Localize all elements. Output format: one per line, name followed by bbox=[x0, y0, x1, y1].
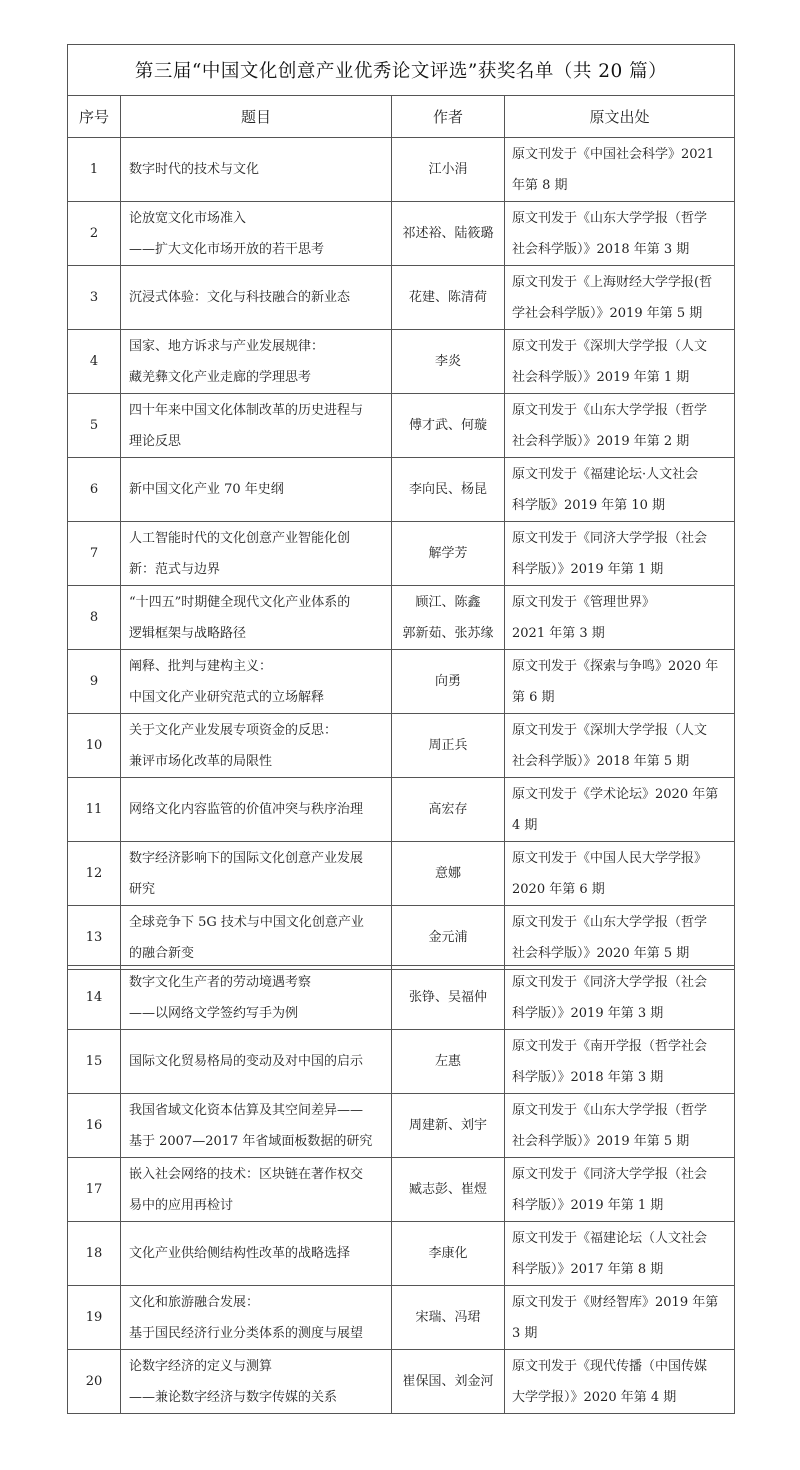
row-authors bbox=[392, 1030, 505, 1094]
table-row bbox=[68, 138, 735, 202]
row-title-line: 逻辑框架与战略路径 bbox=[129, 625, 247, 641]
row-source-line: 科学版）》2018 年第 3 期 bbox=[512, 1069, 664, 1085]
row-number: 15 bbox=[68, 1030, 121, 1094]
row-source bbox=[505, 138, 735, 202]
row-source-line: 社会科学版）》2018 年第 3 期 bbox=[512, 241, 690, 257]
row-title-line: 兼评市场化改革的局限性 bbox=[129, 753, 273, 769]
row-title-line: 研究 bbox=[129, 881, 156, 897]
row-source-line: 社会科学版）》2019 年第 5 期 bbox=[512, 1133, 690, 1149]
row-authors bbox=[392, 138, 505, 202]
table-row bbox=[68, 714, 735, 778]
table-row bbox=[68, 1158, 735, 1222]
row-number: 16 bbox=[68, 1094, 121, 1158]
row-authors bbox=[392, 202, 505, 266]
table-row bbox=[68, 650, 735, 714]
row-authors-line: 李康化 bbox=[428, 1246, 468, 1261]
row-title-line: “十四五”时期健全现代文化产业体系的 bbox=[129, 594, 351, 610]
row-authors bbox=[392, 394, 505, 458]
table-row bbox=[68, 330, 735, 394]
row-authors bbox=[392, 1350, 505, 1414]
row-authors bbox=[392, 522, 505, 586]
row-title-line: 新：范式与边界 bbox=[129, 561, 221, 577]
row-authors bbox=[392, 1158, 505, 1222]
row-authors bbox=[392, 1222, 505, 1286]
row-source-line: 原文刊发于《同济大学学报（社会 bbox=[512, 1166, 708, 1182]
row-source-line: 原文刊发于《探索与争鸣》2020 年 bbox=[512, 658, 719, 674]
row-title-line: 的融合新变 bbox=[129, 945, 195, 961]
table-row bbox=[68, 842, 735, 906]
row-title bbox=[121, 906, 392, 970]
row-title bbox=[121, 1158, 392, 1222]
table-title: 第三届“中国文化创意产业优秀论文评选”获奖名单（共 20 篇） bbox=[68, 45, 735, 96]
row-title-line: 文化和旅游融合发展： bbox=[129, 1294, 260, 1310]
row-source-line: 科学版）》2019 年第 1 期 bbox=[512, 1197, 664, 1213]
row-source-line: 社会科学版）》2019 年第 2 期 bbox=[512, 433, 690, 449]
row-title bbox=[121, 266, 392, 330]
table-row bbox=[68, 202, 735, 266]
row-source-line: 科学版》2019 年第 10 期 bbox=[512, 497, 666, 513]
row-authors bbox=[392, 966, 505, 1030]
row-title-line: 四十年来中国文化体制改革的历史进程与 bbox=[129, 402, 364, 418]
row-authors bbox=[392, 842, 505, 906]
row-title-line: 国际文化贸易格局的变动及对中国的启示 bbox=[129, 1054, 364, 1069]
row-authors bbox=[392, 650, 505, 714]
header-authors: 作者 bbox=[392, 96, 505, 138]
row-number: 20 bbox=[68, 1350, 121, 1414]
row-source-line: 原文刊发于《福建论坛·人文社会 bbox=[512, 466, 699, 482]
row-number: 17 bbox=[68, 1158, 121, 1222]
row-source-line: 科学版）》2017 年第 8 期 bbox=[512, 1261, 664, 1277]
table-row bbox=[68, 778, 735, 842]
table-row bbox=[68, 966, 735, 1030]
row-title-line: 人工智能时代的文化创意产业智能化创 bbox=[129, 530, 351, 546]
row-source bbox=[505, 650, 735, 714]
row-source bbox=[505, 1350, 735, 1414]
row-source-line: 2021 年第 3 期 bbox=[512, 625, 605, 641]
row-source-line: 原文刊发于《深圳大学学报（人文 bbox=[512, 722, 708, 738]
row-number: 8 bbox=[68, 586, 121, 650]
header-row bbox=[68, 96, 735, 138]
table-row bbox=[68, 1350, 735, 1414]
row-authors-line: 意娜 bbox=[434, 866, 461, 881]
row-source bbox=[505, 1158, 735, 1222]
row-authors-line: 张铮、吴福仲 bbox=[408, 990, 487, 1005]
table-row bbox=[68, 522, 735, 586]
row-source bbox=[505, 330, 735, 394]
row-source-line: 学社会科学版）》2019 年第 5 期 bbox=[512, 305, 703, 321]
row-authors-line: 解学芳 bbox=[428, 546, 468, 561]
row-source-line: 原文刊发于《山东大学学报（哲学 bbox=[512, 402, 708, 418]
row-source-line: 2020 年第 6 期 bbox=[512, 881, 605, 897]
row-title bbox=[121, 714, 392, 778]
row-authors-line: 花建、陈清荷 bbox=[408, 290, 487, 305]
row-authors-line: 崔保国、刘金河 bbox=[402, 1374, 494, 1389]
table-row bbox=[68, 1222, 735, 1286]
row-source-line: 原文刊发于《学术论坛》2020 年第 bbox=[512, 786, 719, 802]
table-row bbox=[68, 458, 735, 522]
row-title bbox=[121, 1286, 392, 1350]
row-source-line: 3 期 bbox=[512, 1325, 538, 1341]
row-source bbox=[505, 966, 735, 1030]
row-source-line: 社会科学版）》2018 年第 5 期 bbox=[512, 753, 690, 769]
row-source bbox=[505, 906, 735, 970]
row-source-line: 原文刊发于《南开学报（哲学社会 bbox=[512, 1038, 708, 1054]
row-source-line: 原文刊发于《中国社会科学》2021 bbox=[512, 146, 715, 162]
row-number: 9 bbox=[68, 650, 121, 714]
row-authors-line: 左惠 bbox=[434, 1054, 461, 1069]
row-source bbox=[505, 714, 735, 778]
row-title-line: 数字时代的技术与文化 bbox=[129, 162, 260, 177]
row-source bbox=[505, 458, 735, 522]
row-number: 4 bbox=[68, 330, 121, 394]
row-number: 6 bbox=[68, 458, 121, 522]
row-title bbox=[121, 1350, 392, 1414]
row-title-line: 关于文化产业发展专项资金的反思： bbox=[129, 722, 338, 738]
row-title-line: 网络文化内容监管的价值冲突与秩序治理 bbox=[129, 802, 364, 817]
row-source-line: 第 6 期 bbox=[512, 689, 555, 705]
row-number: 10 bbox=[68, 714, 121, 778]
row-source bbox=[505, 586, 735, 650]
row-source-line: 科学版）》2019 年第 1 期 bbox=[512, 561, 664, 577]
row-title-line: 论数字经济的定义与测算 bbox=[129, 1358, 273, 1374]
row-authors-line: 臧志彭、崔煜 bbox=[408, 1182, 487, 1197]
table-row bbox=[68, 1286, 735, 1350]
row-source-line: 原文刊发于《上海财经大学学报(哲 bbox=[512, 274, 713, 290]
table-row bbox=[68, 266, 735, 330]
row-authors-line: 郭新茹、张苏缘 bbox=[402, 625, 494, 641]
row-title-line: 国家、地方诉求与产业发展规律： bbox=[129, 338, 325, 354]
row-source-line: 社会科学版）》2019 年第 1 期 bbox=[512, 369, 690, 385]
row-source-line: 原文刊发于《同济大学学报（社会 bbox=[512, 530, 708, 546]
row-authors-line: 顾江、陈鑫 bbox=[415, 594, 481, 610]
row-source bbox=[505, 1222, 735, 1286]
header-source: 原文出处 bbox=[505, 96, 735, 138]
row-authors bbox=[392, 1094, 505, 1158]
row-authors bbox=[392, 586, 505, 650]
row-title-line: 嵌入社会网络的技术：区块链在著作权交 bbox=[129, 1166, 364, 1182]
row-number: 7 bbox=[68, 522, 121, 586]
row-title-line: 数字经济影响下的国际文化创意产业发展 bbox=[129, 850, 364, 866]
row-source bbox=[505, 778, 735, 842]
table-row bbox=[68, 906, 735, 970]
row-title bbox=[121, 394, 392, 458]
row-source-line: 原文刊发于《山东大学学报（哲学 bbox=[512, 210, 708, 226]
row-authors-line: 李向民、杨昆 bbox=[408, 482, 487, 497]
row-source bbox=[505, 1286, 735, 1350]
row-source bbox=[505, 394, 735, 458]
header-title: 题目 bbox=[121, 96, 392, 138]
row-source-line: 原文刊发于《现代传播（中国传媒 bbox=[512, 1358, 708, 1374]
row-title-line: 论放宽文化市场准入 bbox=[129, 210, 247, 226]
row-source-line: 原文刊发于《中国人民大学学报》 bbox=[512, 850, 708, 866]
row-title-line: 易中的应用再检讨 bbox=[129, 1197, 234, 1213]
row-title bbox=[121, 330, 392, 394]
row-title bbox=[121, 842, 392, 906]
row-number: 14 bbox=[68, 966, 121, 1030]
table-row bbox=[68, 394, 735, 458]
table-body-1 bbox=[68, 138, 735, 970]
header-number: 序号 bbox=[68, 96, 121, 138]
row-number: 2 bbox=[68, 202, 121, 266]
row-title bbox=[121, 522, 392, 586]
row-number: 3 bbox=[68, 266, 121, 330]
row-authors bbox=[392, 266, 505, 330]
row-source bbox=[505, 522, 735, 586]
row-title-line: 基于国民经济行业分类体系的测度与展望 bbox=[129, 1325, 364, 1341]
row-source bbox=[505, 202, 735, 266]
row-title-line: 理论反思 bbox=[129, 433, 182, 449]
row-source-line: 社会科学版）》2020 年第 5 期 bbox=[512, 945, 690, 961]
row-source-line: 原文刊发于《同济大学学报（社会 bbox=[512, 974, 708, 990]
row-authors-line: 向勇 bbox=[434, 674, 461, 689]
row-authors-line: 周正兵 bbox=[428, 738, 468, 753]
row-title-line: 数字文化生产者的劳动境遇考察 bbox=[129, 974, 312, 990]
row-authors-line: 江小涓 bbox=[428, 162, 468, 177]
row-authors-line: 高宏存 bbox=[428, 802, 468, 817]
row-authors bbox=[392, 778, 505, 842]
row-title bbox=[121, 1222, 392, 1286]
table-row bbox=[68, 1030, 735, 1094]
row-source bbox=[505, 266, 735, 330]
row-title-line: 基于 2007—2017 年省域面板数据的研究 bbox=[129, 1133, 373, 1149]
row-title-line: ——扩大文化市场开放的若干思考 bbox=[129, 241, 325, 257]
row-authors-line: 李炎 bbox=[434, 354, 461, 369]
row-source-line: 原文刊发于《山东大学学报（哲学 bbox=[512, 1102, 708, 1118]
row-source-line: 科学版）》2019 年第 3 期 bbox=[512, 1005, 664, 1021]
row-title-line: ——兼论数字经济与数字传媒的关系 bbox=[129, 1389, 338, 1405]
row-title-line: 中国文化产业研究范式的立场解释 bbox=[129, 689, 325, 705]
row-authors-line: 祁述裕、陆筱璐 bbox=[402, 226, 494, 241]
row-source-line: 大学学报）》2020 年第 4 期 bbox=[512, 1389, 677, 1405]
row-source-line: 原文刊发于《深圳大学学报（人文 bbox=[512, 338, 708, 354]
row-number: 18 bbox=[68, 1222, 121, 1286]
row-authors-line: 宋瑞、冯珺 bbox=[415, 1310, 481, 1325]
row-title bbox=[121, 138, 392, 202]
row-title-line: 全球竞争下 5G 技术与中国文化创意产业 bbox=[129, 914, 364, 930]
awards-table-part-2 bbox=[67, 965, 735, 1414]
row-title-line: 新中国文化产业 70 年史纲 bbox=[129, 482, 284, 497]
row-source-line: 原文刊发于《财经智库》2019 年第 bbox=[512, 1294, 719, 1310]
row-title bbox=[121, 1094, 392, 1158]
table-row bbox=[68, 1094, 735, 1158]
row-source bbox=[505, 842, 735, 906]
row-title-line: 阐释、批判与建构主义： bbox=[129, 658, 273, 674]
row-title bbox=[121, 458, 392, 522]
row-source bbox=[505, 1094, 735, 1158]
row-number: 13 bbox=[68, 906, 121, 970]
row-title-line: 沉浸式体验：文化与科技融合的新业态 bbox=[129, 290, 351, 305]
row-source-line: 4 期 bbox=[512, 817, 538, 833]
row-authors-line: 金元浦 bbox=[428, 930, 468, 945]
row-source-line: 原文刊发于《管理世界》 bbox=[512, 594, 656, 610]
row-source-line: 原文刊发于《福建论坛（人文社会 bbox=[512, 1230, 708, 1246]
awards-table-part-1 bbox=[67, 44, 735, 970]
row-title bbox=[121, 966, 392, 1030]
table-row bbox=[68, 586, 735, 650]
row-source-line: 原文刊发于《山东大学学报（哲学 bbox=[512, 914, 708, 930]
row-title-line: 藏羌彝文化产业走廊的学理思考 bbox=[129, 369, 312, 385]
row-title-line: ——以网络文学签约写手为例 bbox=[129, 1005, 299, 1021]
row-authors-line: 傅才武、何璇 bbox=[408, 418, 487, 433]
row-title bbox=[121, 202, 392, 266]
row-number: 11 bbox=[68, 778, 121, 842]
row-authors bbox=[392, 906, 505, 970]
row-title-line: 文化产业供给侧结构性改革的战略选择 bbox=[129, 1246, 351, 1261]
row-authors-line: 周建新、刘宇 bbox=[408, 1118, 487, 1133]
row-number: 1 bbox=[68, 138, 121, 202]
row-authors bbox=[392, 714, 505, 778]
row-authors bbox=[392, 458, 505, 522]
row-title bbox=[121, 586, 392, 650]
row-number: 5 bbox=[68, 394, 121, 458]
row-number: 12 bbox=[68, 842, 121, 906]
row-title bbox=[121, 650, 392, 714]
row-number: 19 bbox=[68, 1286, 121, 1350]
row-authors bbox=[392, 330, 505, 394]
row-title bbox=[121, 1030, 392, 1094]
row-title bbox=[121, 778, 392, 842]
row-source-line: 年第 8 期 bbox=[512, 177, 568, 193]
row-title-line: 我国省域文化资本估算及其空间差异—— bbox=[129, 1102, 364, 1118]
row-authors bbox=[392, 1286, 505, 1350]
row-source bbox=[505, 1030, 735, 1094]
table-body-2 bbox=[68, 966, 735, 1414]
